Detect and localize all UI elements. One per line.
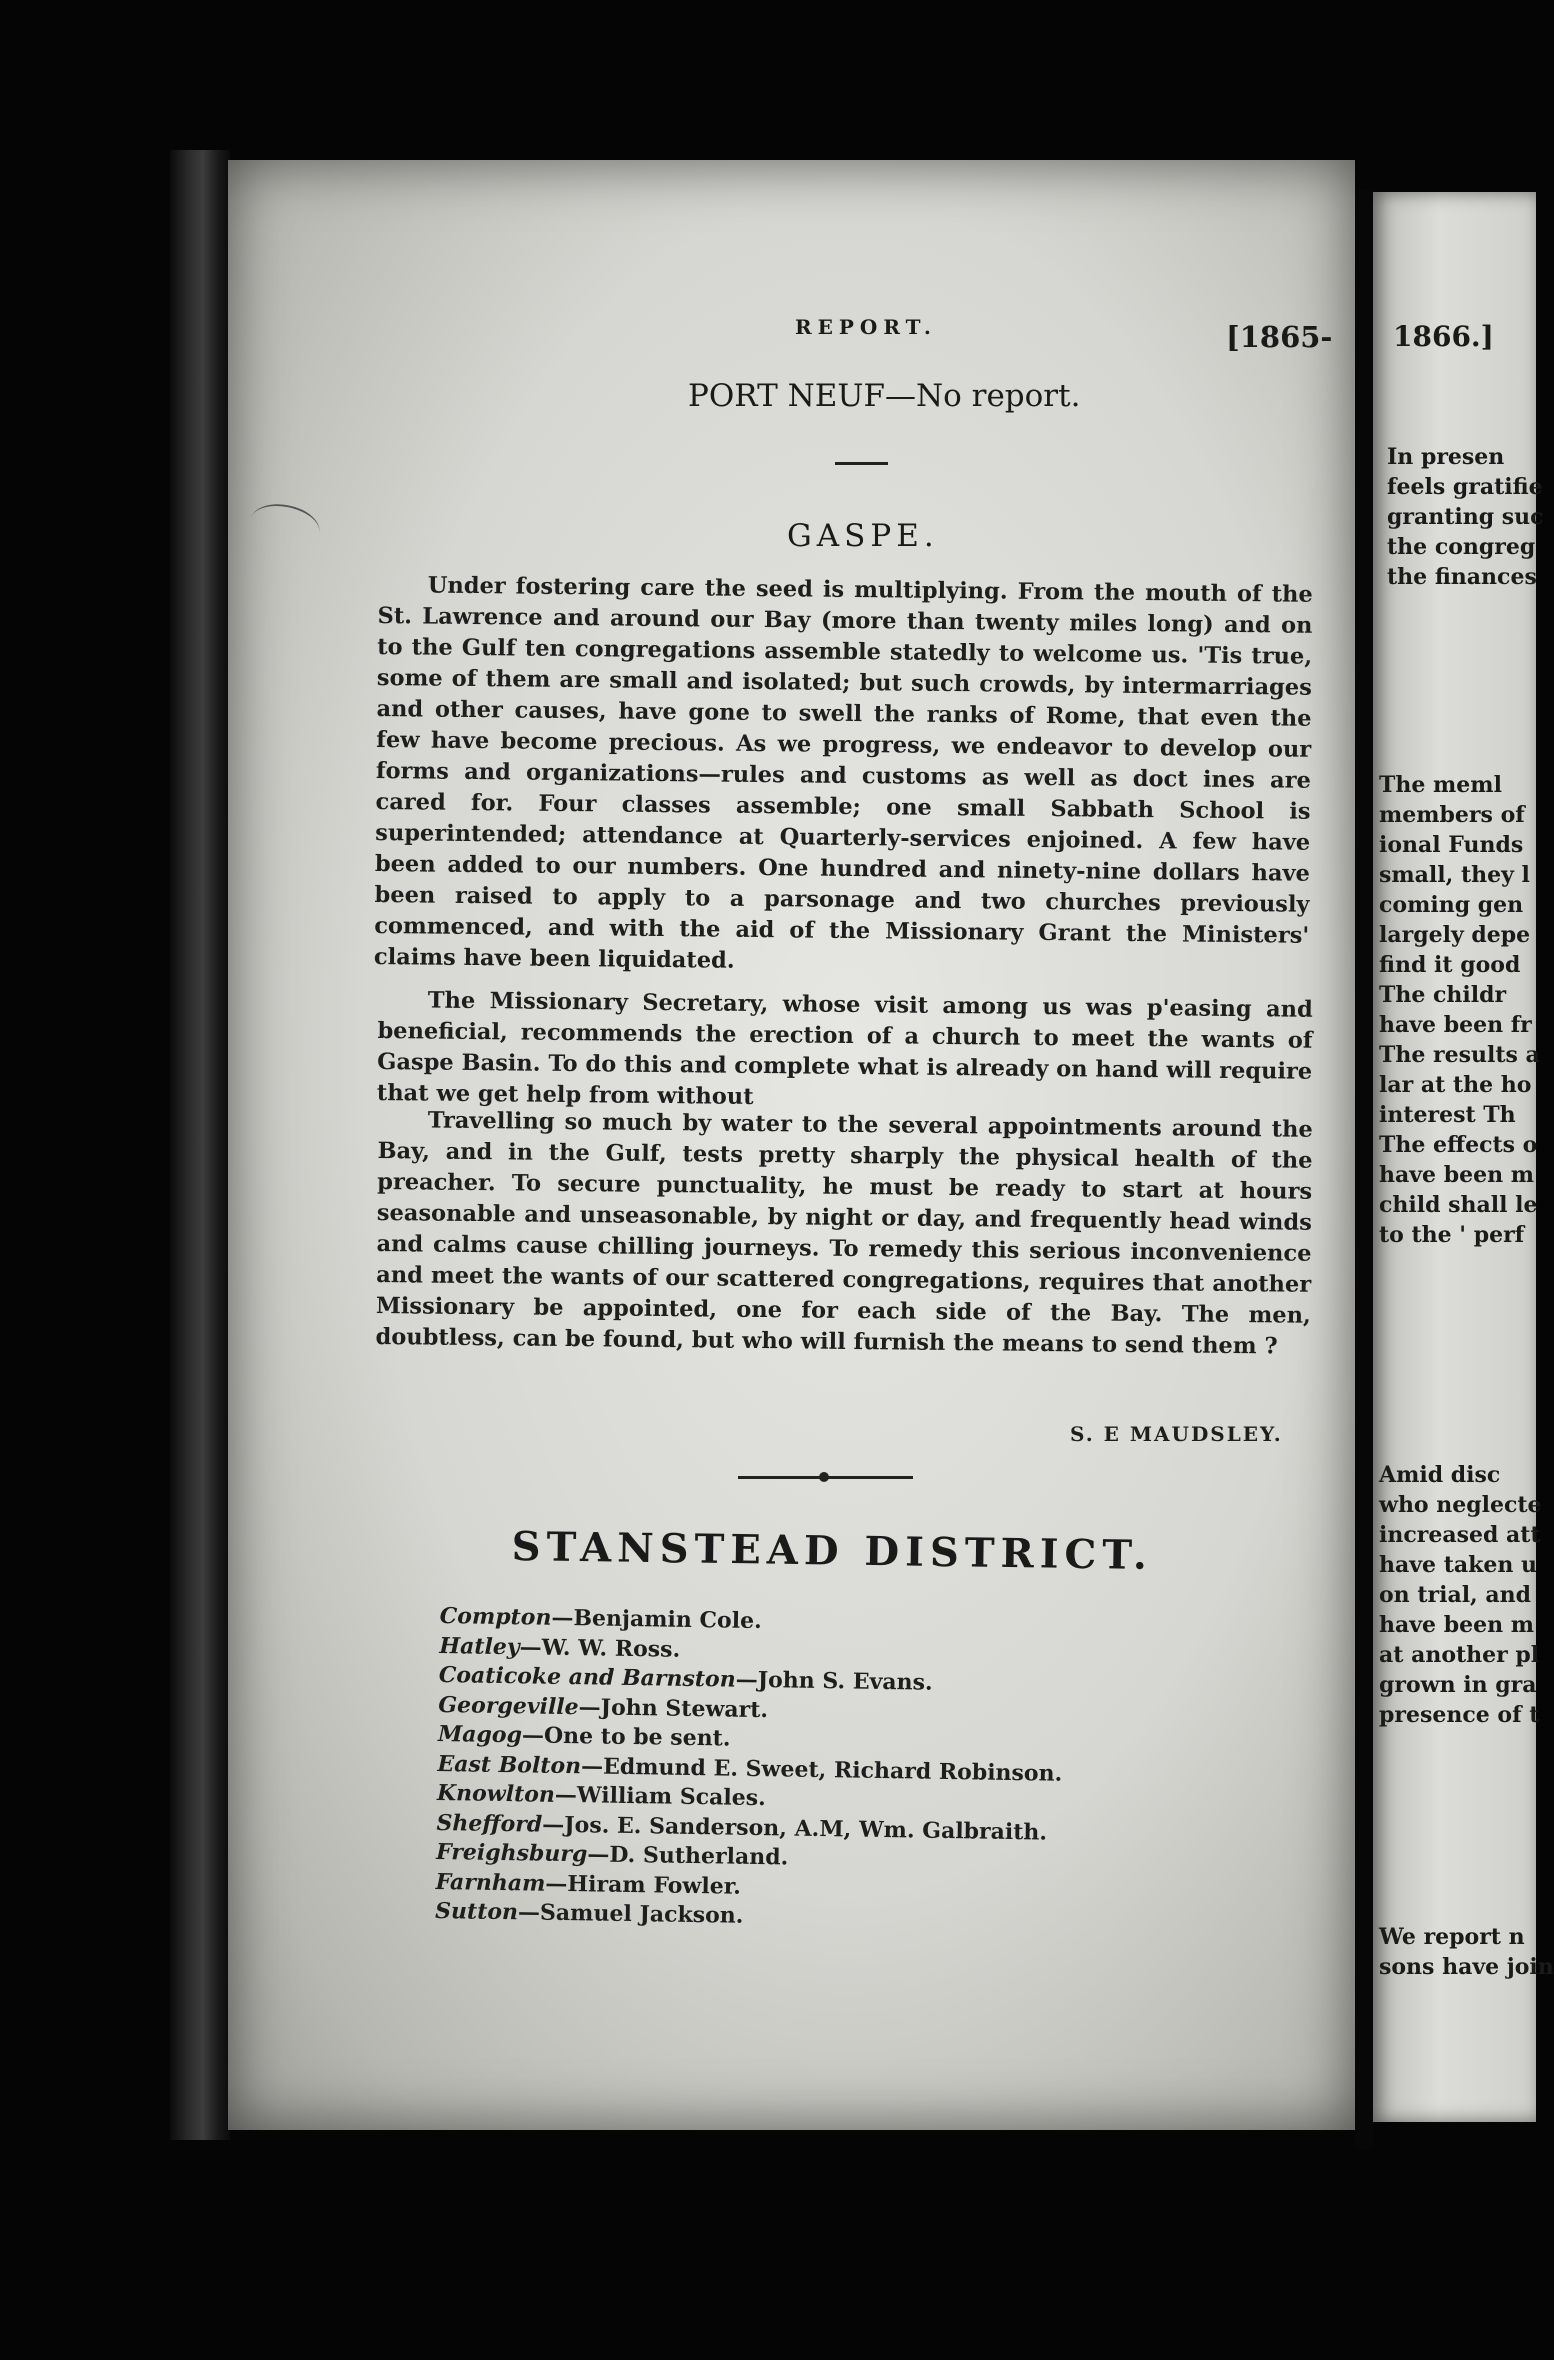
appointment-item: Georgeville—John Stewart.	[438, 1691, 769, 1723]
right-page-line: The childr	[1379, 982, 1507, 1008]
right-page-line: have been fr	[1379, 1012, 1532, 1038]
right-page-line: ional Funds	[1379, 832, 1524, 858]
appointment-minister: D. Sutherland.	[609, 1841, 789, 1871]
appointment-place: Compton	[439, 1602, 552, 1631]
appointment-place: Knowlton	[436, 1779, 556, 1808]
appointment-place: Hatley	[439, 1632, 520, 1660]
gaspe-paragraph-2: The Missionary Secretary, whose visit among us was p'easing and beneficial, recommends the erection of a church to meet the wants of Gaspe Basin. To do this and complete what is already on hand will require that we get help from without	[376, 987, 1313, 1110]
right-page-line: granting suc	[1387, 504, 1544, 530]
page-gutter	[1355, 190, 1373, 2150]
appointment-place: Sutton	[434, 1897, 519, 1926]
right-page-line: largely depe	[1379, 922, 1531, 948]
appointment-minister: John Stewart.	[600, 1694, 769, 1723]
section-rule	[835, 462, 888, 465]
right-page-line: coming gen	[1379, 892, 1524, 918]
right-page-line: who neglecte	[1379, 1492, 1542, 1518]
right-page-line: the congreg	[1387, 534, 1536, 560]
right-page-line: lar at the ho	[1379, 1072, 1532, 1098]
right-page-line: have been m	[1379, 1612, 1534, 1638]
year-marker: [1865-	[1226, 320, 1333, 354]
book-binding	[170, 150, 230, 2140]
ornamental-rule-dot	[819, 1472, 829, 1482]
right-page-line: find it good	[1379, 952, 1521, 978]
right-page-line: to the ' perf	[1379, 1222, 1525, 1248]
appointment-place: East Bolton	[437, 1750, 582, 1779]
district-heading: STANSTEAD DISTRICT.	[511, 1523, 1154, 1579]
gaspe-paragraph-3: Travelling so much by water to the several appointments around the Bay, and in the Gulf, tests pretty sharply the physical health of the preacher. To secure punctuality, he must be ready to start at hours seasonable and unseasonable, by night or day, and frequently head winds and calms cause chilling journeys. To remedy this serious inconvenience and meet the wants of our scattered congregations, requires that another Missionary be appointed, one for each side of the Bay. The men, doubtless, can be found, but who will furnish the means to send them ?	[375, 1107, 1313, 1360]
appointment-place: Coaticoke and Barnston	[438, 1661, 736, 1693]
right-page-line: on trial, and	[1379, 1582, 1532, 1608]
port-neuf-heading: PORT NEUF—No report.	[688, 378, 1081, 414]
right-page-line: In presen	[1387, 444, 1505, 470]
appointment-minister: Jos. E. Sanderson, A.M, Wm. Galbraith.	[564, 1811, 1048, 1846]
right-page-line: The meml	[1379, 772, 1502, 798]
appointment-place: Farnham	[435, 1868, 546, 1897]
appointment-item: Magog—One to be sent.	[437, 1720, 731, 1752]
right-page-block-2	[1373, 770, 1540, 1250]
right-page-block-3	[1373, 1460, 1542, 1730]
appointment-item: Knowlton—William Scales.	[436, 1779, 766, 1812]
right-page-year: 1866.]	[1393, 320, 1494, 353]
appointment-item: Sutton—Samuel Jackson.	[434, 1897, 744, 1929]
right-page-line: The results a	[1379, 1042, 1540, 1068]
appointment-item: Farnham—Hiram Fowler.	[435, 1868, 742, 1900]
appointment-item: Compton—Benjamin Cole.	[439, 1602, 762, 1635]
right-page-line: the finances	[1387, 564, 1537, 590]
appointment-list	[435, 1602, 1140, 1937]
right-page-line: We report n	[1379, 1924, 1525, 1950]
appointment-place: Freighsburg	[435, 1838, 588, 1868]
right-page-line: increased att	[1379, 1522, 1541, 1548]
appointment-minister: William Scales.	[576, 1782, 766, 1812]
right-page-block-4	[1373, 1922, 1554, 1982]
right-page-line: grown in gra	[1379, 1672, 1537, 1698]
gaspe-paragraph-1: Under fostering care the seed is multiplying. From the mouth of the St. Lawrence and around our Bay (more than twenty miles long) and on to the Gulf ten congregations assemble statedly to welcome us. 'Tis true, some of them are small and isolated; but such crowds, by intermarriages and other causes, have gone to swell the ranks of Rome, that even the few have become precious. As we progress, we endeavor to develop our forms and organizations—rules and customs as well as doct ines are cared for. Four classes assemble; one small Sabbath School is superintended; attendance at Quarterly-services enjoined. A few have been added to our numbers. One hundred and ninety-nine dollars have been raised to apply to a parsonage and two churches previously commenced, and with the aid of the Missionary Grant the Ministers' claims have been liquidated.	[373, 572, 1313, 974]
appointment-minister: Hiram Fowler.	[567, 1870, 742, 1900]
right-page-line: interest Th	[1379, 1102, 1516, 1128]
right-page	[1373, 192, 1554, 2122]
appointment-item: Shefford—Jos. E. Sanderson, A.M, Wm. Galbraith.	[436, 1809, 1048, 1846]
appointment-item: Coaticoke and Barnston—John S. Evans.	[438, 1661, 933, 1696]
right-page-line: small, they l	[1379, 862, 1530, 888]
running-title: REPORT.	[795, 315, 937, 339]
appointment-place: Magog	[437, 1720, 523, 1749]
right-page-line: have taken u	[1379, 1552, 1537, 1578]
right-page-line: have been m	[1379, 1162, 1534, 1188]
appointment-minister: John S. Evans.	[757, 1667, 933, 1696]
gaspe-heading: GASPE.	[787, 518, 939, 554]
appointment-minister: W. W. Ross.	[541, 1634, 681, 1663]
appointment-minister: Benjamin Cole.	[573, 1605, 762, 1635]
right-page-line: members of	[1379, 802, 1525, 828]
appointment-place: Georgeville	[438, 1691, 579, 1720]
right-page-line: Amid disc	[1379, 1462, 1501, 1488]
right-page-line: at another pl	[1379, 1642, 1540, 1668]
appointment-minister: Edmund E. Sweet, Richard Robinson.	[602, 1753, 1063, 1787]
appointment-item: Freighsburg—D. Sutherland.	[435, 1838, 789, 1871]
right-page-line: child shall le	[1379, 1192, 1538, 1218]
appointment-item: East Bolton—Edmund E. Sweet, Richard Robinson.	[437, 1750, 1063, 1787]
right-page-line: feels gratifie	[1387, 474, 1543, 500]
right-page-line: The effects o	[1379, 1132, 1538, 1158]
right-page-line: sons have join	[1379, 1954, 1554, 1980]
right-page-line: presence of t	[1379, 1702, 1540, 1728]
appointment-item: Hatley—W. W. Ross.	[439, 1632, 681, 1663]
appointment-place: Shefford	[436, 1809, 543, 1838]
appointment-minister: One to be sent.	[543, 1722, 731, 1752]
right-page-block-1	[1381, 442, 1544, 592]
appointment-minister: Samuel Jackson.	[539, 1899, 744, 1929]
report-signature: S. E MAUDSLEY.	[1070, 1422, 1283, 1446]
